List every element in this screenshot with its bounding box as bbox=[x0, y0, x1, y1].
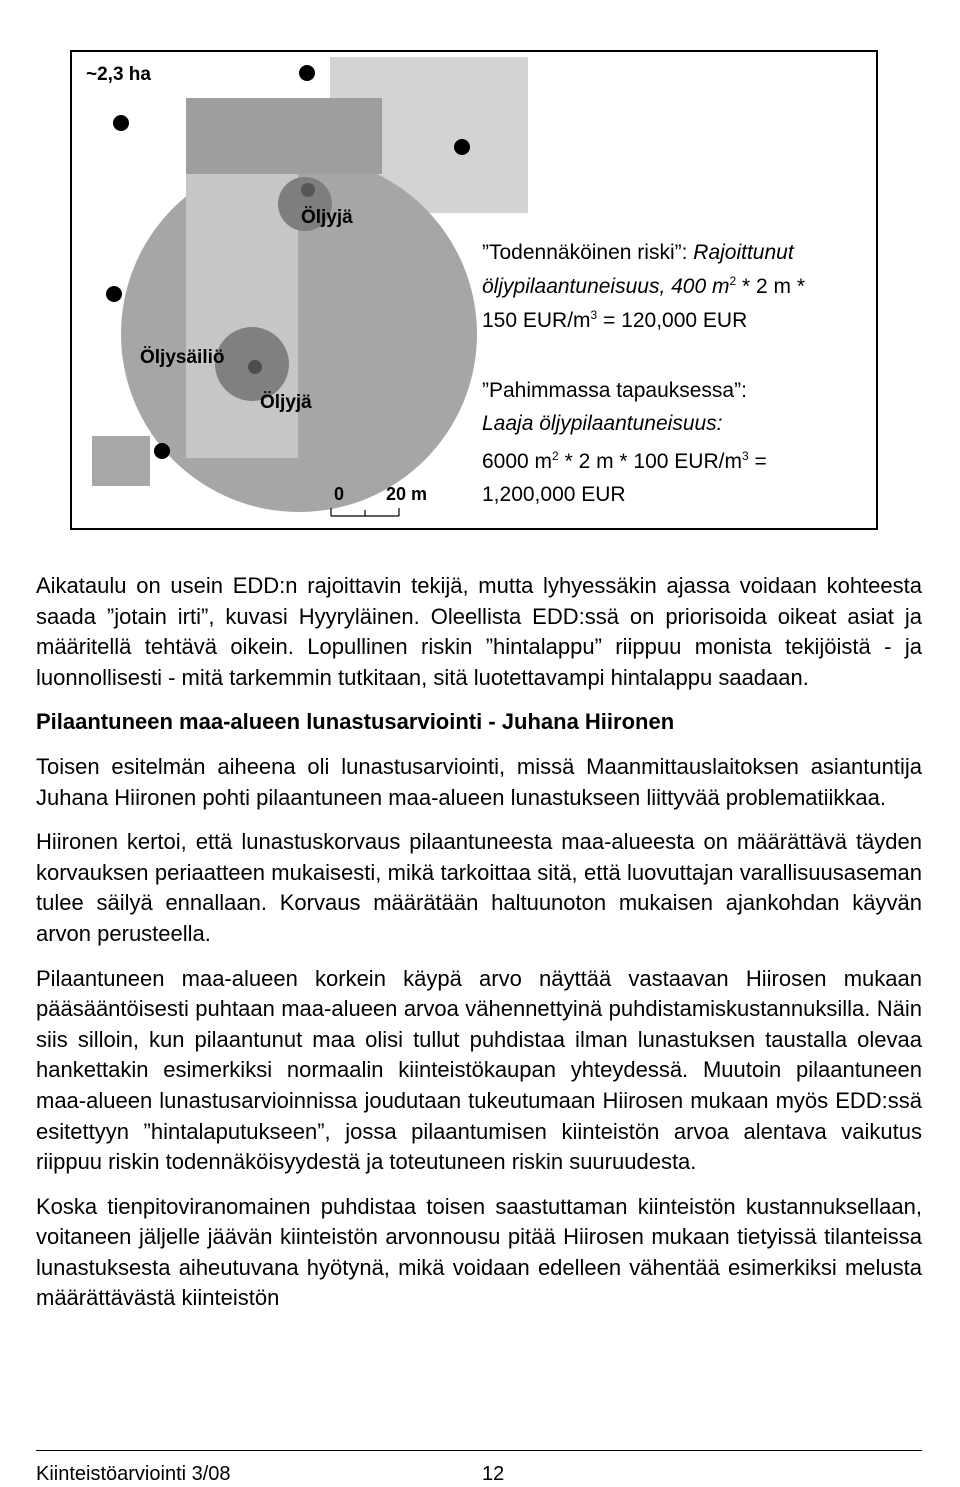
scale-bar bbox=[331, 508, 399, 516]
sample-point bbox=[154, 443, 170, 459]
site-risk-figure bbox=[70, 50, 878, 530]
paragraph-3: Pilaantuneen maa-alueen korkein käypä arvo näyttää vastaavan Hiirosen mukaan pääsääntöisesti puhtaan maa-alueen arvoa vähennettyinä puhdistamiskustannuksilla. Näin siis silloin, kun pilaantunut maa olisi tullut puhdistaa ilman lunastuksen taustalla olevaa hankettakin esimerkiksi normaalin kiinteistökaupan yhteydessä. Muutoin pilaantuneen maa-alueen lunastusarvioinnissa joudutaan tukeutumaan Hiirosen mukaan myös EDD:ssä esitettyyn ”hintalaputukseen”, jossa pilaantumisen kiinteistön arvoa alentava vaikutus riippuu riskin todennäköisyydestä ja toteutuneen riskin suuruudesta. bbox=[36, 965, 922, 1175]
worst-case-line3b: * 2 m * 100 EUR/m bbox=[558, 450, 742, 473]
worst-case-sup2: 3 bbox=[741, 449, 749, 463]
likely-risk-title: ”Todennäköinen riski”: bbox=[482, 241, 694, 264]
oil-spot-top-center bbox=[301, 183, 315, 197]
worst-case-note bbox=[482, 374, 767, 511]
section-heading: Pilaantuneen maa-alueen lunastusarviointi - Juhana Hiironen bbox=[36, 709, 675, 735]
likely-risk-line3: 150 EUR/m bbox=[482, 309, 591, 332]
sample-point bbox=[299, 65, 315, 81]
oil-tank-label: Öljysäiliö bbox=[140, 347, 225, 368]
worst-case-sup1: 2 bbox=[552, 449, 559, 463]
likely-risk-line3-sup: 3 bbox=[590, 308, 598, 322]
worst-case-line2: Laaja öljypilaantuneisuus: bbox=[482, 412, 723, 435]
page-number: 12 bbox=[482, 1463, 505, 1485]
intro-paragraph: Aikataulu on usein EDD:n rajoittavin tekijä, mutta lyhyessäkin ajassa voidaan kohteesta saada ”jotain irti”, kuvasi Hyyryläinen. Oleellista EDD:ssä on priorisoida oikeat asiat ja määritellä tehtävä oikein. Lopullinen riskin ”hintalappu” riippuu monista tekijöistä - ja luonnollisesti - mitä tarkemmin tutkitaan, sitä luotettavampi hintalappu saadaan. bbox=[36, 573, 922, 690]
paragraph-2: Hiironen kertoi, että lunastuskorvaus pilaantuneesta maa-alueesta on määrättävä täyden korvauksen periaatteen mukaisesti, mikä tarkoittaa sitä, että luovuttajan varallisuusaseman tulee säilyä ennallaan. Korvaus määrätään haltuunoton mukaisen ajankohdan käyvän arvon perusteella. bbox=[36, 829, 922, 946]
small-parcel-bottom-left bbox=[92, 436, 150, 486]
scale-label-end: 20 m bbox=[386, 484, 428, 504]
worst-case-line3c: = bbox=[748, 450, 767, 473]
likely-risk-line3-end: = 120,000 EUR bbox=[597, 309, 748, 332]
worst-case-total: 1,200,000 EUR bbox=[482, 483, 626, 506]
sample-point bbox=[106, 286, 122, 302]
paragraph-1: Toisen esitelmän aiheena oli lunastusarviointi, missä Maanmittauslaitoksen asiantuntija Juhana Hiironen pohti pilaantuneen maa-alueen lunastukseen liittyvää problematiikkaa. bbox=[36, 753, 922, 810]
area-label: ~2,3 ha bbox=[86, 64, 151, 85]
oil-tank-center bbox=[248, 360, 262, 374]
oil-label-top: Öljyjä bbox=[301, 207, 353, 228]
likely-risk-line2: öljypilaantuneisuus, 400 m bbox=[482, 275, 730, 298]
likely-risk-note bbox=[482, 238, 805, 335]
parcel-horizontal-bar bbox=[186, 98, 382, 174]
sample-point bbox=[454, 139, 470, 155]
footer-divider bbox=[36, 1450, 922, 1451]
paragraph-4: Koska tienpitoviranomainen puhdistaa toisen saastuttaman kiinteistön kustannuksellaan, voitaneen jäljelle jäävän kiinteistön arvonnousu pitää Hiirosen mukaan tietyissä tilanteissa lunastuksesta aiheutuvana hyötynä, mikä voidaan edelleen vähentää esimerkiksi melusta määrättävästä kiinteistön bbox=[36, 1193, 922, 1311]
worst-case-title: ”Pahimmassa tapauksessa”: bbox=[482, 379, 747, 402]
scale-label-start: 0 bbox=[334, 484, 345, 504]
article-body bbox=[36, 571, 922, 1328]
likely-risk-line2-end: * 2 m * bbox=[736, 275, 806, 298]
likely-risk-title-italic: Rajoittunut bbox=[693, 241, 794, 264]
worst-case-line3a: 6000 m bbox=[482, 450, 553, 473]
sample-point bbox=[113, 115, 129, 131]
oil-label-bottom: Öljyjä bbox=[260, 392, 312, 413]
likely-risk-line2-sup: 2 bbox=[729, 274, 737, 288]
footer-publication: Kiinteistöarviointi 3/08 bbox=[36, 1463, 231, 1485]
